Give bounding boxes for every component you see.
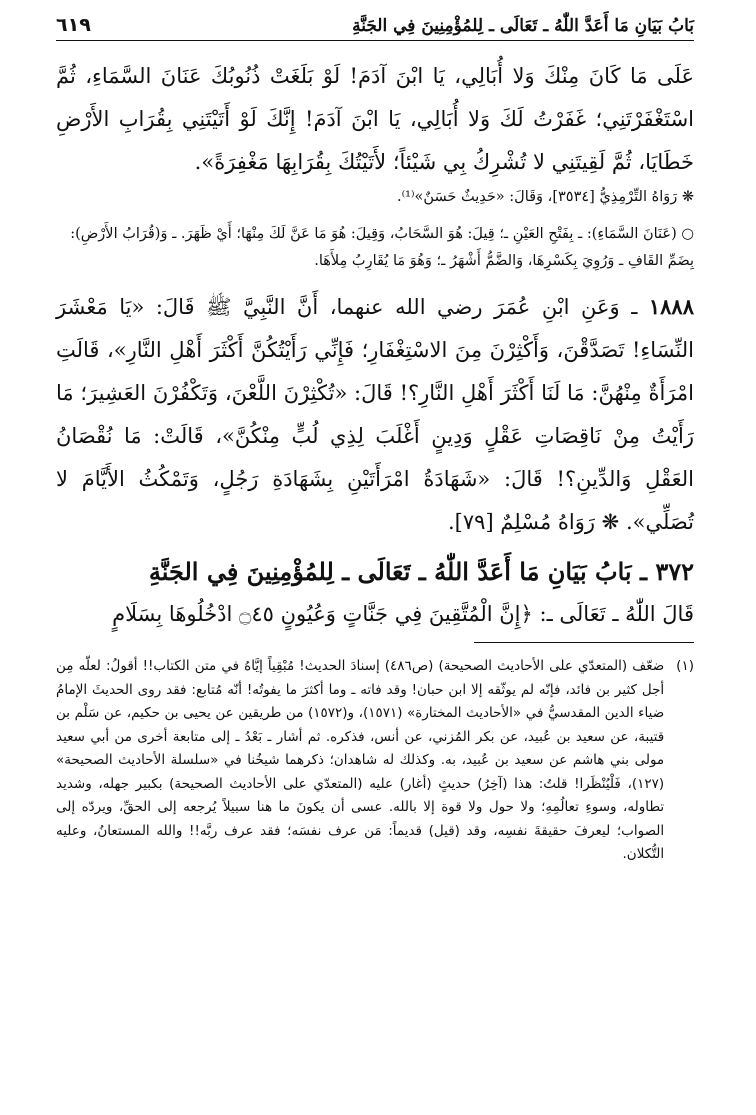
footnote-text: ضعّف (المتعدّي على الأحاديث الصحيحة) (ص٤٨٦) إسنادَ الحديث! مُبْقِياً إيَّاهُ في متن الكتاب!! أقولُ: لعلّه مِن أجل كثير بن فائد، فإنّه لم يوثّقه إلا ابن حبان! وقد فاته ـ وما أكثرَ ما يفوتُه! أنّه مُتابع: فقد روى الحديثَ الإمامُ ضياء الدين المقدسيُّ في «الأحاديث المختارة» (١٥٧١)، و(١٥٧٢) من طريقين عن يحيى بن حكيم، عن سَلْم بن قتيبة، عن سعيد بن عُبيد، عن بكر المُزني، عن أنس، فذكره. ثم أشار ـ بَعْدُ ـ إلى متابعة أخرى من أبي سعيد مولى بني هاشم عن سعيد بن عُبيد، به. وكذلك له شاهدان؛ ذكرهما شيخُنا في «سلسلة الأحاديث الصحيحة» (١٢٧)، فَلْيُنْظَرا! قلتُ: هذا (آخِرُ) حديثٍ (أغار) عليه (المتعدّي على الأحاديث الصحيحة) بكبير جهله، وشديد تطاوله، وسوءِ تعالُمِهِ؛ ولا حول ولا قوة إلا بالله. عسى أن يكونَ ما هنا سبيلاً يُرجعه إلى الحقِّ، ويردّه إلى الصواب؛ ليعرفَ حقيقةَ نفسِه، وقد (قيل) قديماً: مَن عرف نفسَه؛ فقد عرف ربَّه!! والله المستعانُ، وعليه التُّكلان. xyxy=(56,658,665,862)
hadith-1887-continuation xyxy=(56,55,694,275)
hadith-1888 xyxy=(56,285,694,544)
hadith-number: ١٨٨٨ xyxy=(648,294,694,319)
running-header xyxy=(56,14,694,41)
footnote xyxy=(56,655,694,867)
chapter-intro-verse: قَالَ اللّٰهُ ـ تَعَالَى ـ: ﴿إِنَّ الْمُتَّقِينَ فِي جَنَّاتٍ وَعُيُونٍ ۝٤٥ ادْخُلُوهَا بِسَلَامٍ xyxy=(112,602,694,626)
hadith-paragraph xyxy=(56,285,694,544)
footnote-marker: (١) xyxy=(676,658,694,674)
hadith-source: ❋ رَوَاهُ التِّرْمِذِيُّ [٣٥٣٤]، وَقَالَ: «حَدِيثٌ حَسَنٌ»⁽¹⁾. xyxy=(396,189,694,205)
hadith-text: ـ وَعَنِ ابْنِ عُمَرَ رضي الله عنهما، أَنَّ النَّبِيَّ ﷺ قَالَ: «يَا مَعْشَرَ النِّسَاءِ! تَصَدَّقْنَ، وَأَكْثِرْنَ مِنَ الاسْتِغْفَارِ؛ فَإِنِّي رَأَيْتُكُنَّ أَكْثَرَ أَهْلِ النَّارِ»، قَالَتِ امْرَأَةٌ مِنْهُنَّ: مَا لَنَا أَكْثَرَ أَهْلِ النَّارِ؟! قَالَ: «تُكْثِرْنَ اللَّعْنَ، وَتَكْفُرْنَ العَشِيرَ؛ مَا رَأَيْتُ مِنْ نَاقِصَاتِ عَقْلٍ وَدِينٍ أَغْلَبَ لِذِي لُبٍّ مِنْكُنَّ»، قَالَتْ: مَا نُقْصَانُ العَقْلِ وَالدِّينِ؟! قَالَ: «شَهَادَةُ امْرَأَتَيْنِ بِشَهَادَةِ رَجُلٍ، وَتَمْكُثُ الأَيَّامَ لا تُصَلِّي». ❋ رَوَاهُ مُسْلِمٌ [٧٩]. xyxy=(56,295,694,534)
chapter-372 xyxy=(56,550,694,634)
word-gloss: ○ (عَنَانَ السَّمَاءِ): ـ بِفَتْحِ العَيْنِ ـ؛ قِيلَ: هُوَ السَّحَابُ، وَقِيلَ: هُوَ مَا عَنَّ لَكَ مِنْهَا؛ أَيْ ظَهَرَ. ـ وَ(قُرَابُ الأَرْضِ): بِضَمِّ القَافِ ـ وَرُوِيَ بِكَسْرِهَا، وَالضَّمُّ أَشْهَرُ ـ؛ وَهُوَ مَا يُقَارِبُ مِلأَهَا. xyxy=(70,226,694,269)
page-number: ٦١٩ xyxy=(56,14,91,36)
header-chapter-title: بَابُ بَيَانِ مَا أَعَدَّ اللّٰهُ ـ تَعَالَى ـ لِلمُؤْمِنِينَ فِي الجَنَّةِ xyxy=(352,16,694,36)
footnote-divider xyxy=(474,642,694,643)
hadith-text: عَلَى مَا كَانَ مِنْكَ وَلا أُبَالِي، يَا ابْنَ آدَمَ! لَوْ بَلَغَتْ ذُنُوبُكَ عَنَانَ السَّمَاءِ، ثُمَّ اسْتَغْفَرْتَنِي؛ غَفَرْتُ لَكَ وَلا أُبَالِي، يَا ابْنَ آدَمَ! إِنَّكَ لَوْ أَتَيْتَنِي بِقُرَابِ الأَرْضِ خَطَايَا، ثُمَّ لَقِيتَنِي لا تُشْرِكُ بِي شَيْئاً؛ لأَتَيْتُكَ بِقُرَابِهَا مَغْفِرَةً». xyxy=(56,64,694,174)
chapter-title: ٣٧٢ ـ بَابُ بَيَانِ مَا أَعَدَّ اللّٰهُ ـ تَعَالَى ـ لِلمُؤْمِنِينَ فِي الجَنَّةِ xyxy=(148,557,694,586)
